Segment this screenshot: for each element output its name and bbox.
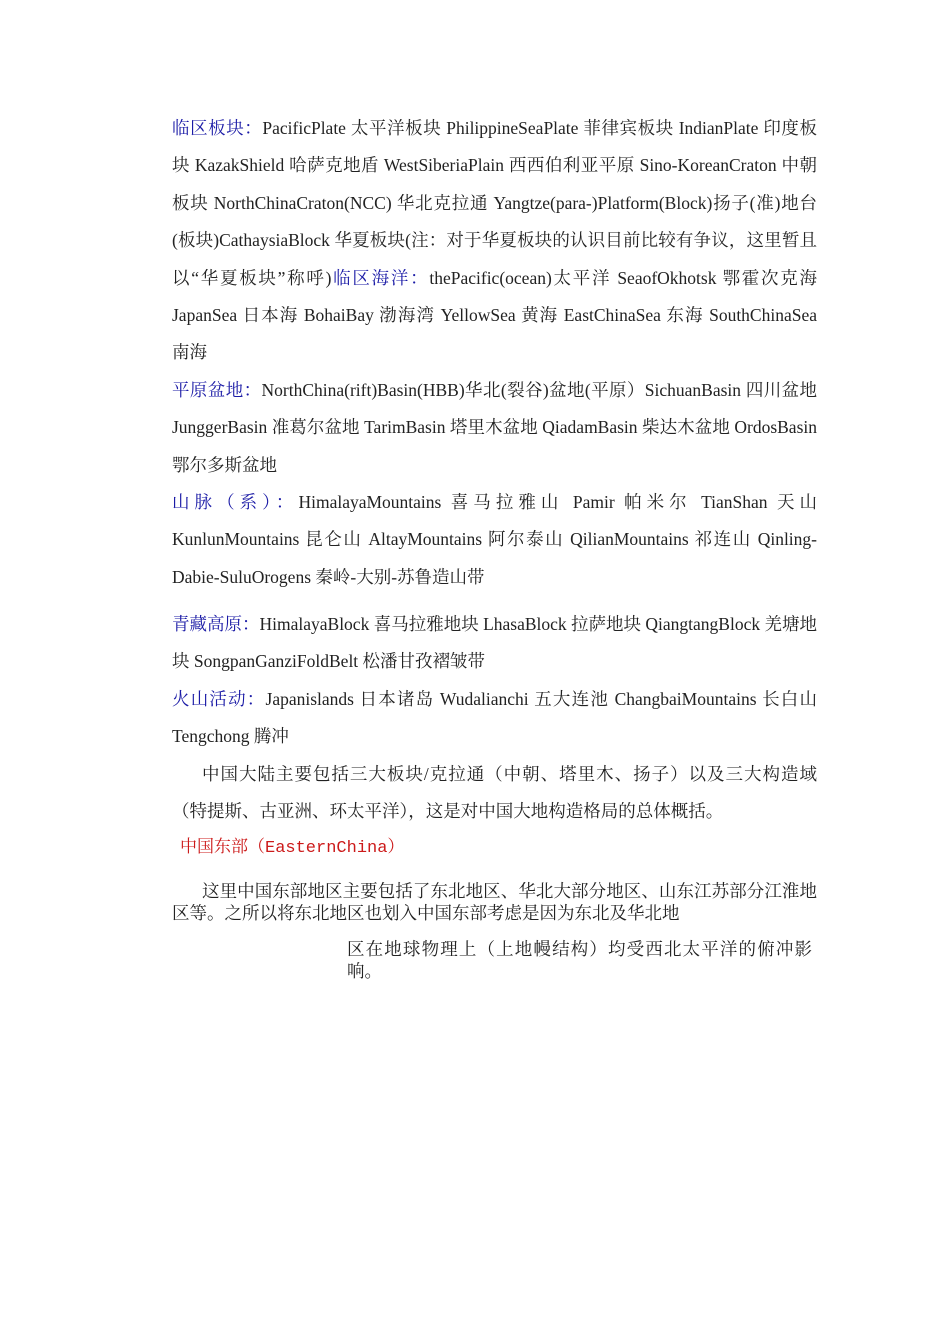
- body-adjacent-oceans: thePacific(ocean)太平洋 SeaofOkhotsk 鄂霍次克海 JapanSea 日本海 BohaiBay 渤海湾 YellowSea 黄海 EastChinaSea 东海 SouthChinaSea 南海: [172, 267, 818, 363]
- section-mountains: [172, 484, 817, 596]
- heading-adjacent-oceans: 临区海洋：: [331, 267, 430, 288]
- heading-tibetan-plateau: 青藏高原：: [172, 614, 260, 634]
- body-tibetan-plateau: HimalayaBlock 喜马拉雅地块 LhasaBlock 拉萨地块 QiangtangBlock 羌塘地块 SongpanGanziFoldBelt 松潘甘孜褶皱带: [172, 614, 817, 672]
- body-volcanism: Japanislands 日本诸岛 Wudalianchi 五大连池 ChangbaiMountains 长白山 Tengchong 腾冲: [172, 689, 818, 747]
- heading-adjacent-plates: 临区板块：: [172, 118, 263, 138]
- eastern-china-paragraph-continued: 区在地球物理上（上地幔结构）均受西北太平洋的俯冲影响。: [347, 939, 812, 981]
- section-tibetan-plateau: [172, 606, 817, 681]
- section-plains-basins: [172, 372, 817, 484]
- body-adjacent-plates: PacificPlate 太平洋板块 PhilippineSeaPlate 菲律宾板块 IndianPlate 印度板块 KazakShield 哈萨克地盾 WestSiberiaPlain 西西伯利亚平原 Sino-KoreanCraton 中朝板块 NorthChinaCraton(NCC) 华北克拉通 Yangtze(para-)Platform(Block)扬子(准)地台(板块)CathaysiaBlock 华夏板块(注：对于华夏板块的认识目前比较有争议，这里暂且以“华夏板块”称呼): [172, 118, 818, 288]
- section-volcanism: [172, 681, 817, 756]
- body-mountains: HimalayaMountains 喜马拉雅山 Pamir 帕米尔 TianShan 天山 KunlunMountains 昆仑山 AltayMountains 阿尔泰山 QilianMountains 祁连山 Qinling-Dabie-SuluOrogens 秦岭-大别-苏鲁造山带: [172, 492, 817, 587]
- summary-paragraph: 中国大陆主要包括三大板块/克拉通（中朝、塔里木、扬子）以及三大构造域（特提斯、古亚洲、环太平洋），这是对中国大地构造格局的总体概括。: [172, 764, 817, 822]
- heading-plains-basins: 平原盆地：: [172, 380, 262, 400]
- heading-mountains: 山脉（系）：: [172, 492, 299, 512]
- section-adjacent-plates: [172, 110, 817, 372]
- eastern-china-paragraph: 这里中国东部地区主要包括了东北地区、华北大部分地区、山东江苏部分江淮地区等。之所以将东北地区也划入中国东部考虑是因为东北及华北地: [172, 881, 817, 923]
- heading-volcanism: 火山活动：: [172, 689, 266, 709]
- body-plains-basins: NorthChina(rift)Basin(HBB)华北(裂谷)盆地(平原）SichuanBasin 四川盆地 JunggerBasin 准葛尔盆地 TarimBasin 塔里木盆地 QiadamBasin 柴达木盆地 OrdosBasin 鄂尔多斯盆地: [172, 380, 818, 475]
- subheading-eastern-china: 中国东部（EasternChina）: [180, 839, 405, 858]
